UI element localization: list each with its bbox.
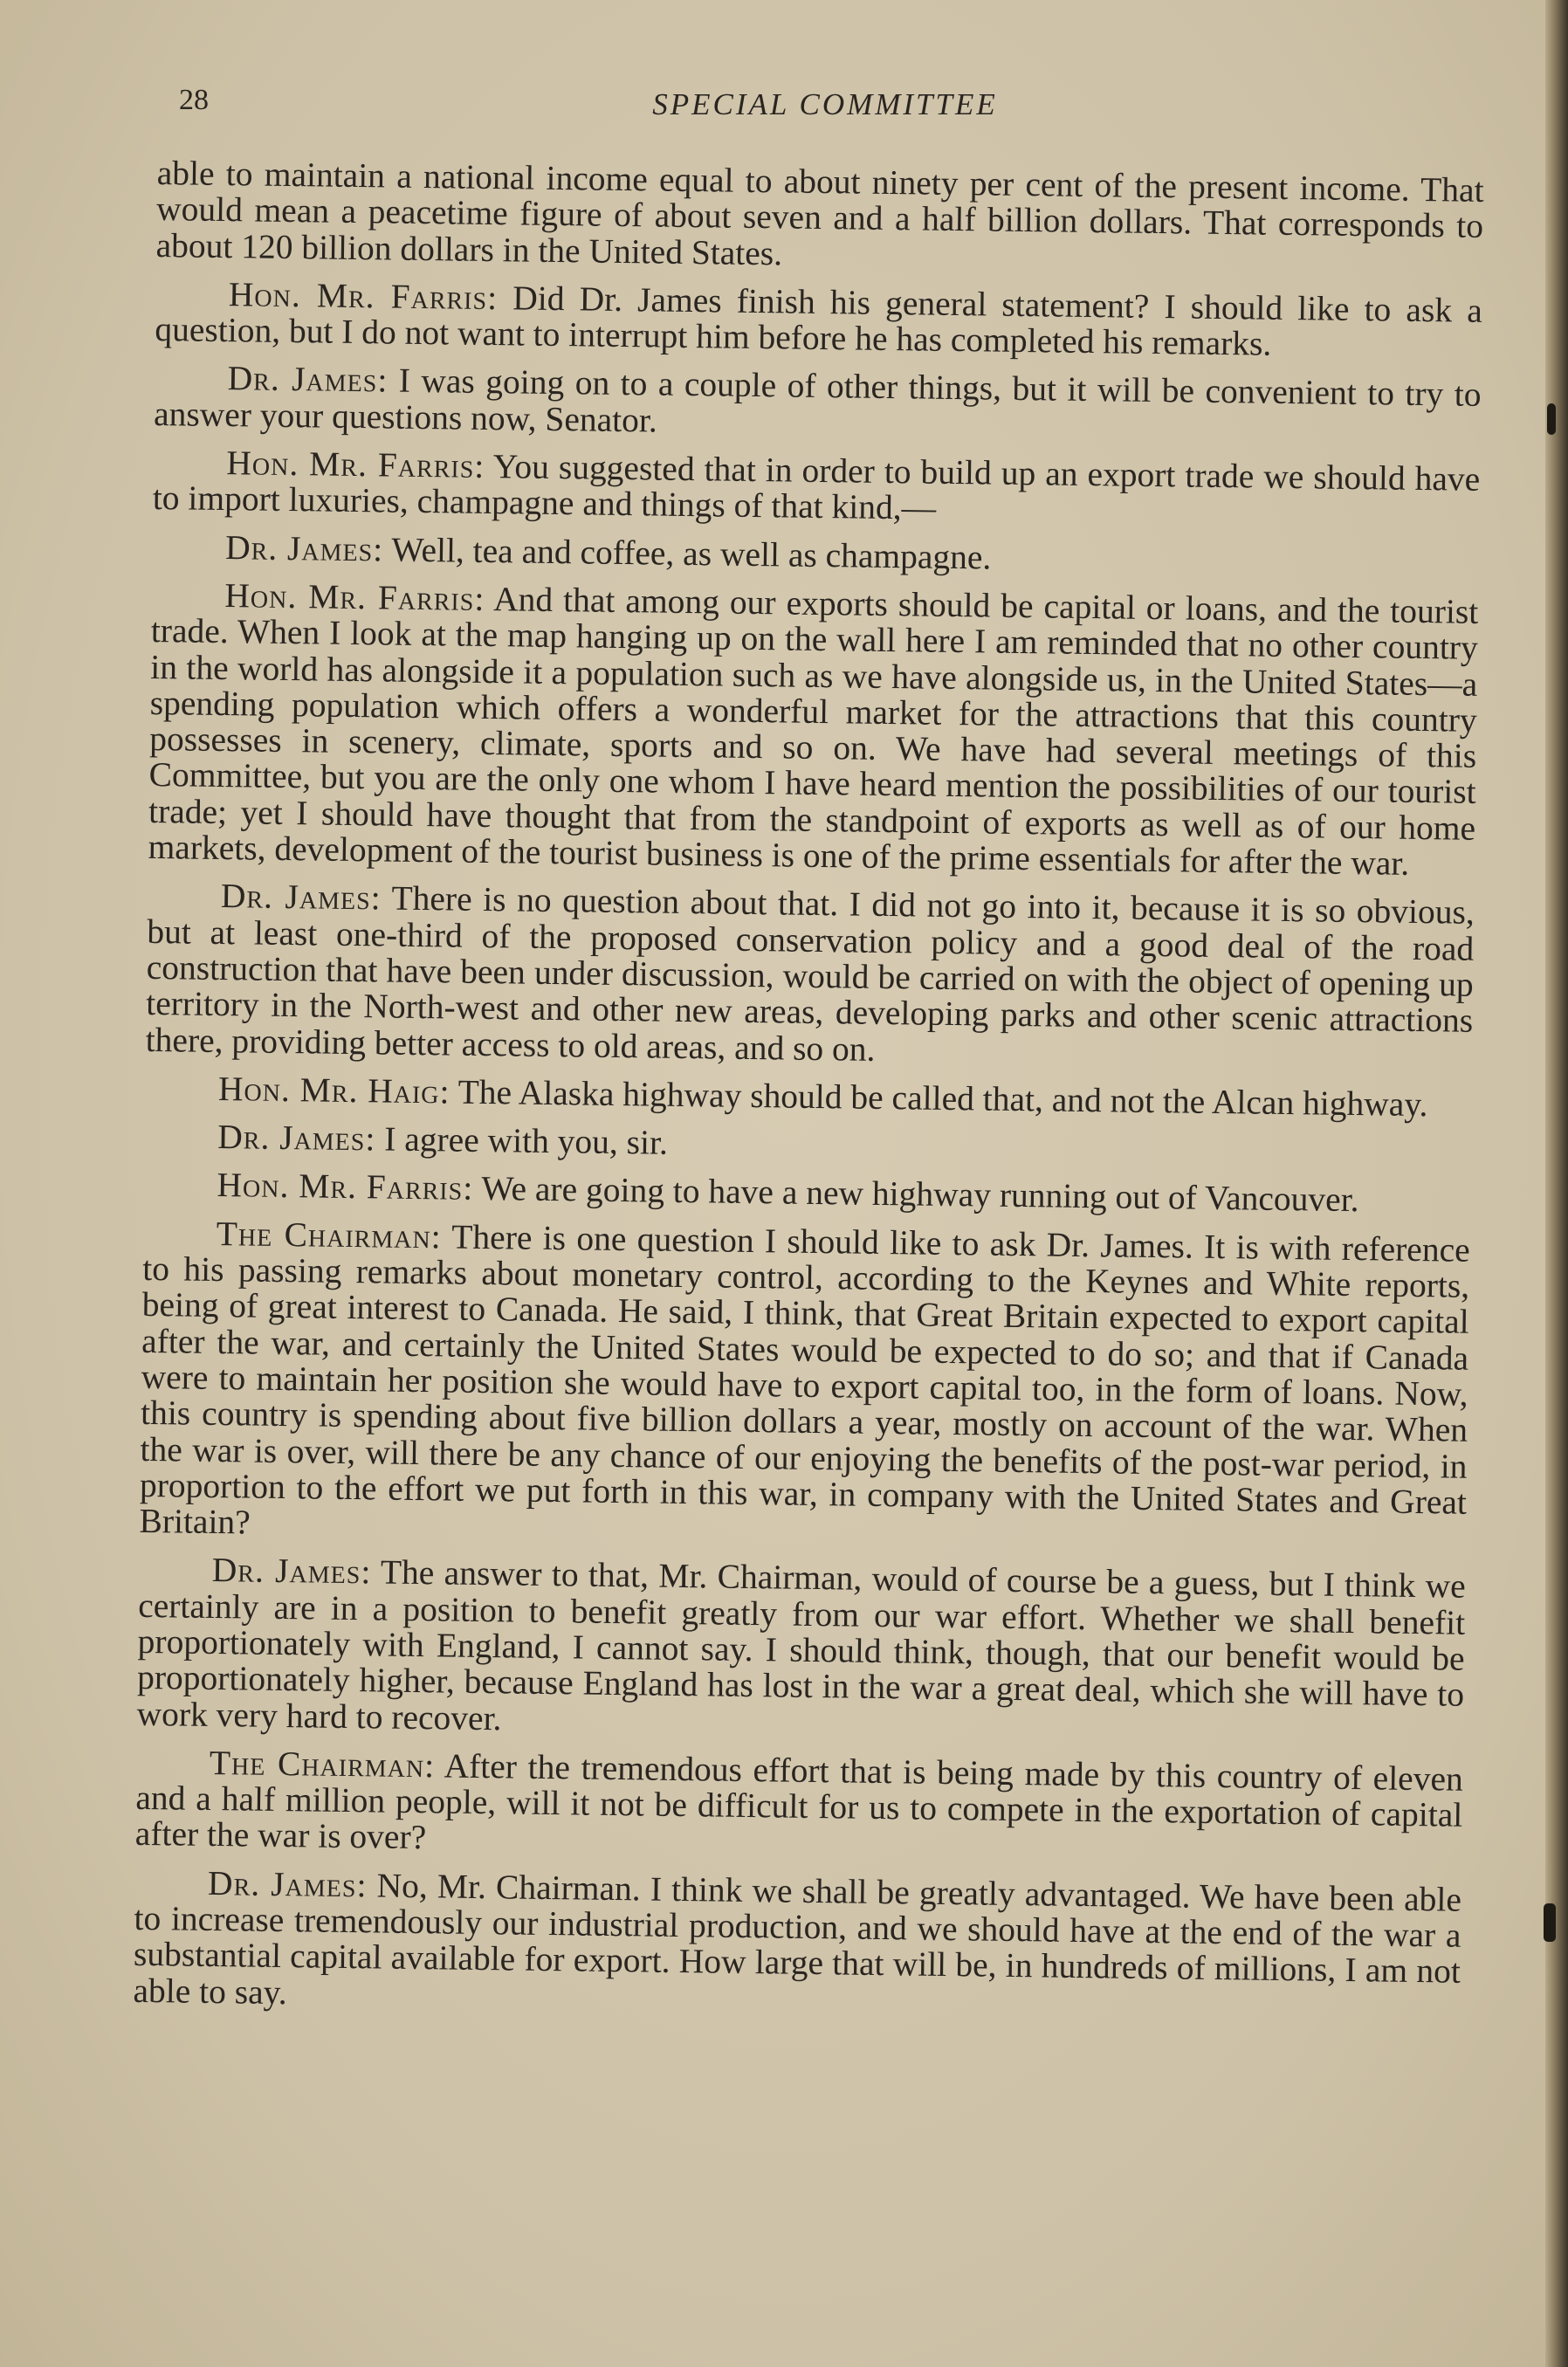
- speaker-name: The Chairman:: [209, 1743, 436, 1786]
- speaker-name: Hon. Mr. Farris:: [224, 576, 485, 618]
- paragraph-text: You suggested that in order to build up an export trade we should have to import luxuries, champagne and things of that kind,—: [152, 447, 1481, 528]
- speaker-name: Hon. Mr. Haig:: [217, 1069, 450, 1111]
- margin-mark: [1544, 1903, 1556, 1942]
- paragraph-text: There is no question about that. I did not go into it, because it is so obvious, but at least one-third of the proposed conservation policy and a good deal of the road construction that have been under discussion, would be carried on with the object of opening up territory in the North-west and other new areas, developing parks and other scenic attractions there, providing better access to old areas, and so on.: [145, 878, 1475, 1069]
- paragraph: [153, 444, 1481, 533]
- page-number: 28: [179, 84, 209, 116]
- speaker-name: Hon. Mr. Farris:: [217, 1166, 474, 1208]
- paragraph: [135, 1744, 1463, 1870]
- paragraph-text: Did Dr. James finish his general statement? I should like to ask a question, but I do not want to interrupt him before he has completed his remarks.: [155, 279, 1483, 363]
- paragraph-text: After the tremendous effort that is being made by this country of eleven and a half million people, will it not be difficult for us to compete in the exportation of capital after the war is over?: [134, 1746, 1464, 1857]
- page-header: [179, 84, 1471, 136]
- paragraph-text: No, Mr. Chairman. I think we shall be greatly advantaged. We have been able to increase tremendously our industrial production, and we should have at the end of the war a substantial capital available for export. How large that will be, in hundreds of millions, I am not able to say.: [133, 1866, 1462, 2012]
- speaker-name: Hon. Mr. Farris:: [228, 274, 499, 318]
- margin-mark: [1547, 403, 1556, 435]
- paragraph: [133, 1865, 1461, 2026]
- speaker-name: Dr. James:: [220, 877, 382, 918]
- speaker-name: Hon. Mr. Farris:: [226, 444, 485, 486]
- paragraph: [145, 877, 1475, 1075]
- paragraph-text: I agree with you, sir.: [383, 1119, 669, 1162]
- speaker-name: Dr. James:: [227, 359, 389, 400]
- speaker-name: The Chairman:: [216, 1214, 443, 1256]
- paragraph-text: able to maintain a national income equal to about ninety per cent of the present income. That would mean a peacetime figure of about seven and a half billion dollars. That corresponds to about 120 billion dollars in the United States.: [155, 154, 1484, 272]
- paragraph: [139, 1215, 1470, 1558]
- paragraph: [143, 1166, 1470, 1220]
- paragraph-text: There is one question I should like to ask Dr. James. It is with reference to his passing remarks about monetary control, according to the Keynes and White reports, being of great interest to Canada. He said, I think, that Great Britain expected to export capital after the war, and certainly the United States would be expected to do so; and that if Canada were to maintain her position she would have to export capital too, in the form of loans. Now, this country is spending about five billion dollars a year, mostly on account of the war. When the war is over, will there be any chance of our enjoying the benefits of the post-war period, in proportion to the effort we put forth in this war, in company with the United States and Great Britain?: [139, 1217, 1470, 1542]
- speaker-name: Dr. James:: [217, 1118, 376, 1159]
- paragraph-text: I was going on to a couple of other things, but it will be convenient to try to answer your questions now, Senator.: [153, 361, 1482, 440]
- paragraph: [155, 276, 1482, 365]
- body-text: [133, 155, 1484, 2039]
- paragraph-text: Well, tea and coffee, as well as champagne.: [391, 530, 992, 577]
- paragraph-text: And that among our exports should be capital or loans, and the tourist trade. When I look at the map hanging up on the wall here I am reminded that no other country in the world has alongside it a population such as we have alongside us, in the United States—a spending population which offers a wonderful market for the attractions that this country possesses in scenery, climate, sports and so on. We have had several meetings of this Committee, but you are the only one whom I have heard mention the possibilities of our tourist trade; yet I should have thought that from the standpoint of exports as well as of our home markets, development of the tourist business is one of the prime essentials for after the war.: [148, 580, 1479, 883]
- paragraph-text: We are going to have a new highway running out of Vancouver.: [481, 1169, 1359, 1220]
- paragraph: [152, 529, 1479, 582]
- paragraph-text: The Alaska highway should be called that, and not the Alcan highway.: [457, 1072, 1428, 1124]
- speaker-name: Dr. James:: [211, 1551, 372, 1592]
- paragraph-text: The answer to that, Mr. Chairman, would of course be a guess, but I think we certainly are in a position to benefit greatly from our war effort. Whether we shall benefit proportionately with England, I cannot say. I should think, though, that our benefit would be proportionately higher, because England has lost in the war a great deal, which she will have to work very hard to recover.: [136, 1552, 1466, 1737]
- paragraph: [144, 1118, 1471, 1172]
- paragraph: [155, 155, 1483, 281]
- paragraph: [136, 1552, 1466, 1749]
- paragraph: [154, 360, 1482, 449]
- running-head: SPECIAL COMMITTEE: [652, 87, 998, 121]
- speaker-name: Dr. James:: [224, 527, 384, 569]
- paragraph: [148, 577, 1478, 883]
- speaker-name: Dr. James:: [207, 1863, 368, 1905]
- page-binding-edge: [1545, 0, 1568, 2367]
- paragraph: [145, 1070, 1472, 1124]
